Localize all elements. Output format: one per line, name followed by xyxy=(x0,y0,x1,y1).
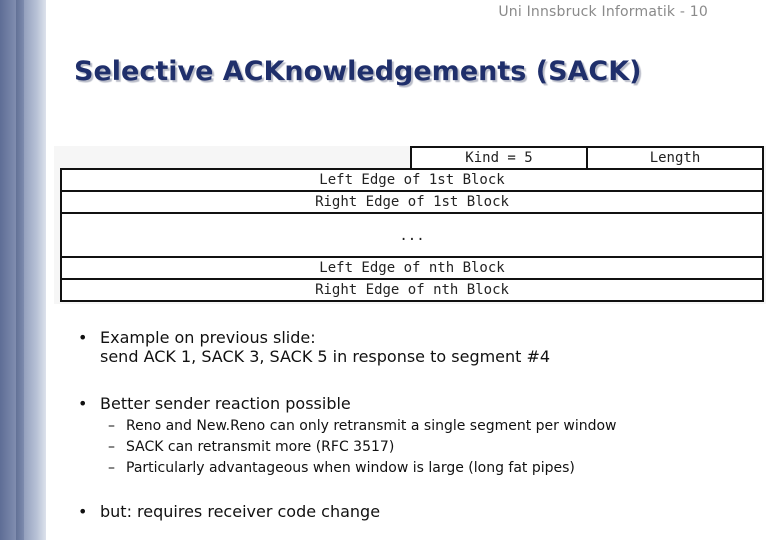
sub-bullet-text: Particularly advantageous when window is large (long fat pipes) xyxy=(126,460,575,476)
length-cell: Length xyxy=(586,146,764,170)
bullet-continuation-text: send ACK 1, SACK 3, SACK 5 in response to segment #4 xyxy=(100,347,551,366)
bullet-text: but: requires receiver code change xyxy=(100,502,381,521)
dash-icon: – xyxy=(108,418,115,434)
kind-cell: Kind = 5 xyxy=(410,146,588,170)
sub-bullet-text: SACK can retransmit more (RFC 3517) xyxy=(126,439,395,455)
slide-left-decoration-stripe xyxy=(16,0,24,540)
dash-icon: – xyxy=(108,439,115,455)
bullet-dot-icon: • xyxy=(78,502,88,521)
left-edge-nth-block-row: Left Edge of nth Block xyxy=(60,256,764,280)
dash-icon: – xyxy=(108,460,115,476)
bullet-dot-icon: • xyxy=(78,328,88,347)
bullet-text: Better sender reaction possible xyxy=(100,394,351,413)
slide-left-decoration-bar xyxy=(0,0,46,540)
slide-title: Selective ACKnowledgements (SACK) xyxy=(74,56,642,87)
left-edge-1st-block-row: Left Edge of 1st Block xyxy=(60,168,764,192)
ellipsis-row: ... xyxy=(60,212,764,258)
sub-bullet-text: Reno and New.Reno can only retransmit a single segment per window xyxy=(126,418,617,434)
slide-header: Uni Innsbruck Informatik - 10 xyxy=(498,4,708,20)
right-edge-nth-block-row: Right Edge of nth Block xyxy=(60,278,764,302)
bullet-text: Example on previous slide: xyxy=(100,328,316,347)
right-edge-1st-block-row: Right Edge of 1st Block xyxy=(60,190,764,214)
bullet-dot-icon: • xyxy=(78,394,88,413)
sack-option-diagram xyxy=(54,146,766,304)
